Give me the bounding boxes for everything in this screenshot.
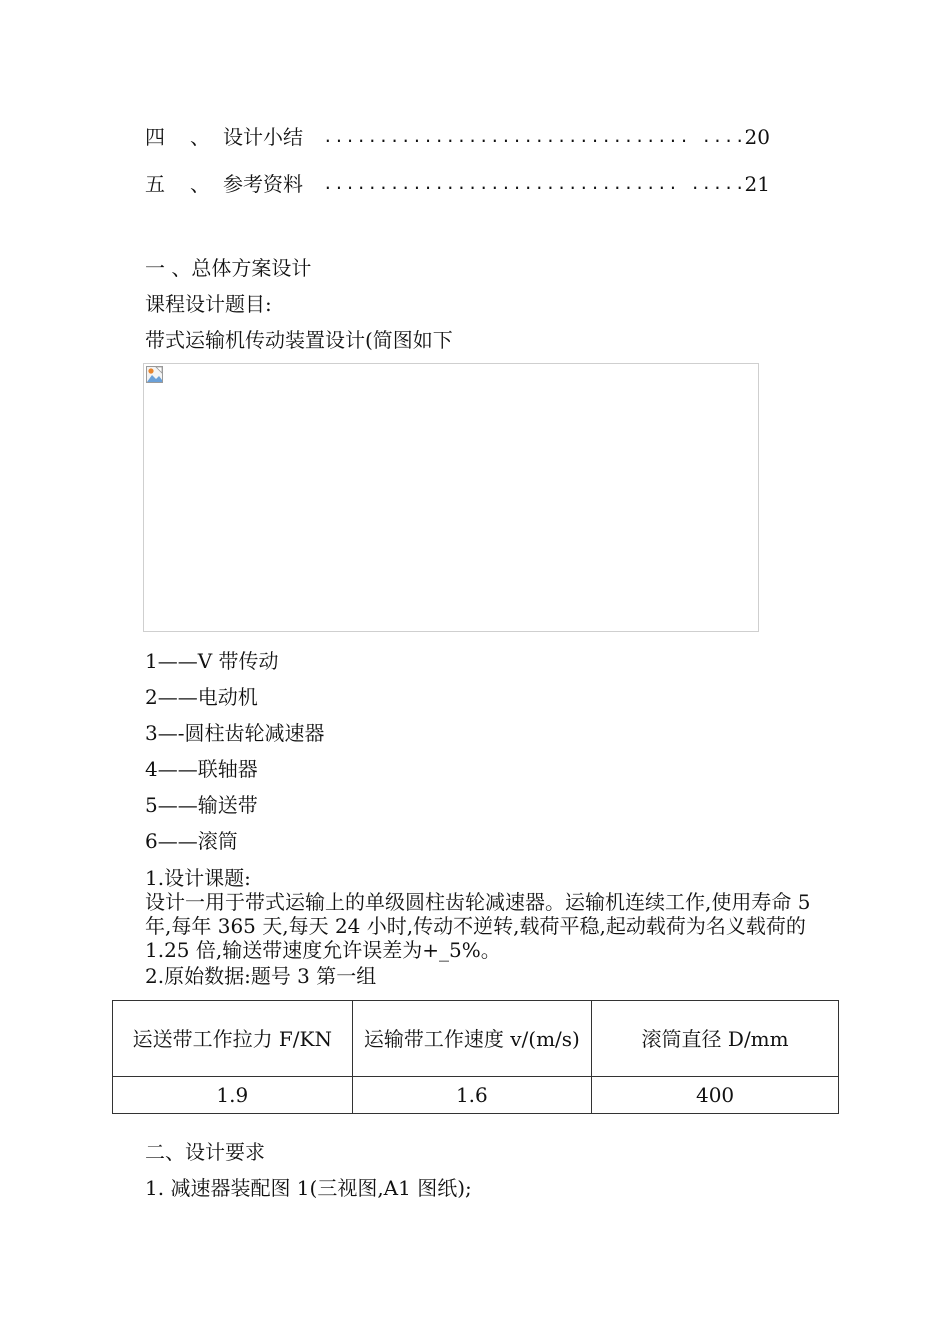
legend-item: 3—-圆柱齿轮减速器 bbox=[145, 721, 325, 745]
toc-separator: 、 bbox=[190, 125, 210, 149]
toc-leader-dots: ................................ ..... bbox=[323, 174, 747, 193]
legend-item: 5——输送带 bbox=[145, 793, 258, 817]
table-header-row bbox=[113, 1001, 839, 1077]
table-header-cell: 滚筒直径 D/mm bbox=[592, 1001, 839, 1077]
legend-item: 6——滚筒 bbox=[145, 829, 238, 853]
table-cell: 1.6 bbox=[352, 1077, 592, 1114]
toc-title: 设计小结 bbox=[223, 125, 303, 149]
toc-title: 参考资料 bbox=[223, 172, 303, 196]
table-cell: 1.9 bbox=[113, 1077, 353, 1114]
data-title: 2.原始数据:题号 3 第一组 bbox=[145, 964, 377, 988]
legend-item: 4——联轴器 bbox=[145, 757, 258, 781]
task-title: 1.设计课题: bbox=[145, 866, 251, 890]
legend-item: 1——V 带传动 bbox=[145, 649, 279, 673]
table-cell: 400 bbox=[592, 1077, 839, 1114]
table-header-cell: 运输带工作速度 v/(m/s) bbox=[352, 1001, 592, 1077]
toc-row[interactable] bbox=[145, 124, 770, 150]
toc-number: 五 bbox=[145, 172, 165, 196]
table-header-cell: 运送带工作拉力 F/KN bbox=[113, 1001, 353, 1077]
toc-page-number: 21 bbox=[744, 172, 770, 196]
topic-label: 课程设计题目: bbox=[145, 292, 272, 316]
toc-page-number: 20 bbox=[744, 125, 770, 149]
section-heading: 一 、总体方案设计 bbox=[145, 256, 312, 280]
diagram-image-placeholder bbox=[143, 363, 759, 632]
section-heading: 二、设计要求 bbox=[145, 1140, 265, 1164]
toc-separator: 、 bbox=[190, 172, 210, 196]
requirement-item: 1. 减速器装配图 1(三视图,A1 图纸); bbox=[145, 1176, 472, 1200]
legend-item: 2——电动机 bbox=[145, 685, 258, 709]
raw-data-table bbox=[112, 1000, 839, 1114]
toc-row[interactable] bbox=[145, 171, 770, 197]
task-body: 设计一用于带式运输上的单级圆柱齿轮减速器。运输机连续工作,使用寿命 5 年,每年 365 天,每天 24 小时,传动不逆转,载荷平稳,起动载荷为名义载荷的 1.25 倍,输送带速度允许误差为+_5%。 bbox=[145, 890, 811, 962]
toc-number: 四 bbox=[145, 125, 165, 149]
broken-image-icon bbox=[146, 366, 163, 383]
toc-leader-dots: ................................. .... bbox=[323, 127, 747, 146]
table-row bbox=[113, 1077, 839, 1114]
topic-text: 带式运输机传动装置设计(简图如下 bbox=[145, 328, 453, 352]
